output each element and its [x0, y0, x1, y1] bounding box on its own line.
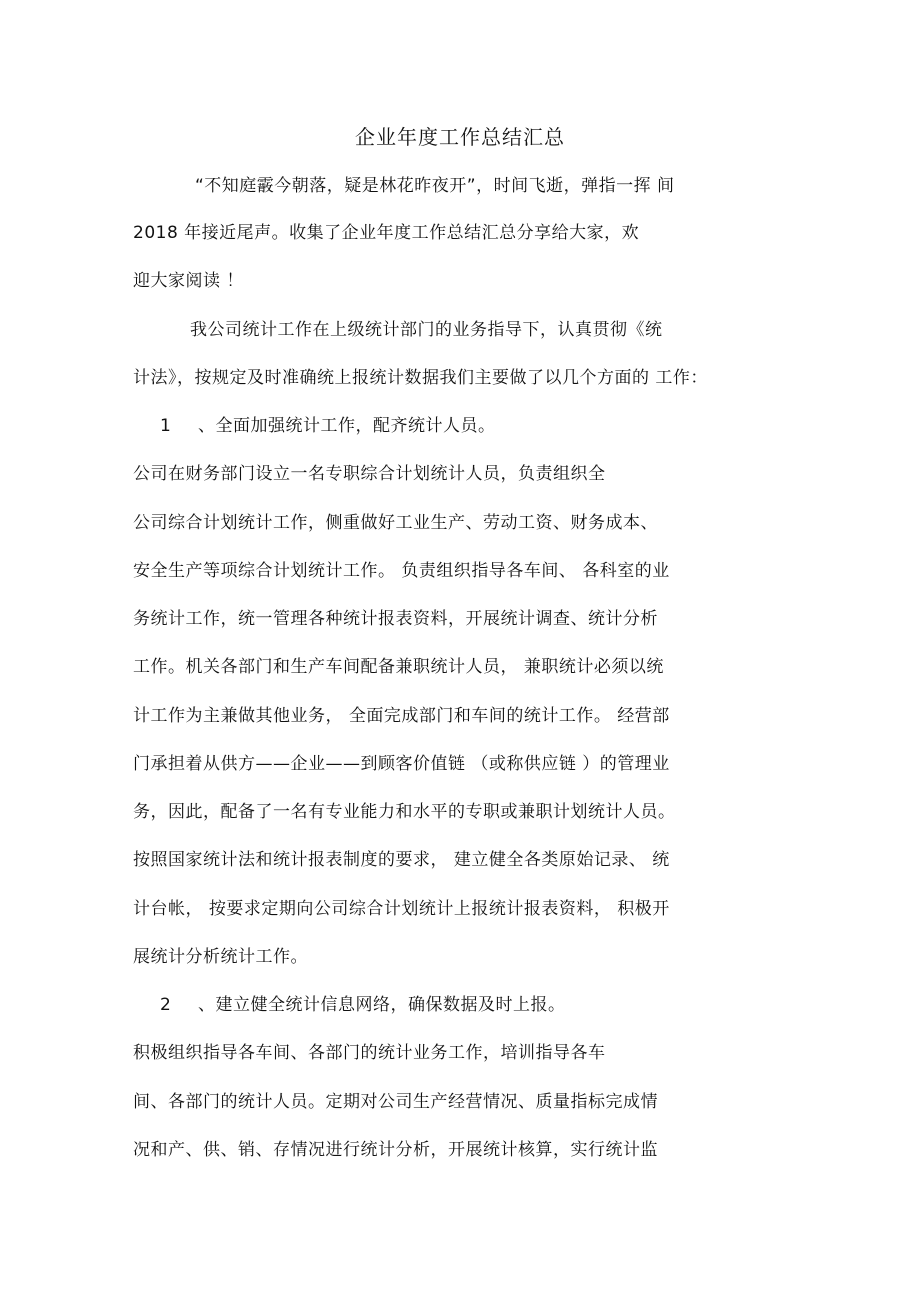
paragraph-line: 公司综合计划统计工作，侧重做好工业生产、劳动工资、财务成本、 — [133, 513, 658, 533]
paragraph-line: 计台帐， 按要求定期向公司综合计划统计上报统计报表资料， 积极开 — [133, 899, 670, 919]
paragraph-line: “不知庭霰今朝落，疑是林花昨夜开”，时间飞逝，弹指一挥 间 — [195, 176, 675, 196]
paragraph-line: 展统计分析统计工作。 — [133, 947, 308, 967]
paragraph-line: 计法》，按规定及时准确统上报统计数据我们主要做了以几个方面的 工作： — [133, 368, 708, 388]
paragraph-line: 务，因此，配备了一名有专业能力和水平的专职或兼职计划统计人员。 — [133, 802, 676, 822]
paragraph-line: 积极组织指导各车间、各部门的统计业务工作，培训指导各车 — [133, 1043, 606, 1063]
section-heading-1 — [160, 415, 496, 437]
item-number: 2 — [160, 995, 172, 1015]
section-heading-text: 、全面加强统计工作，配齐统计人员。 — [198, 416, 496, 436]
paragraph-line: 安全生产等项综合计划统计工作。 负责组织指导各车间、 各科室的业 — [133, 561, 670, 581]
paragraph-line: 门承担着从供方——企业——到顾客价值链 （或称供应链 ）的管理业 — [133, 754, 670, 774]
paragraph-line: 工作。机关各部门和生产车间配备兼职统计人员， 兼职统计必须以统 — [133, 657, 664, 677]
paragraph-line: 计工作为主兼做其他业务， 全面完成部门和车间的统计工作。 经营部 — [133, 706, 670, 726]
section-heading-2 — [160, 994, 566, 1016]
paragraph-line: 务统计工作，统一管理各种统计报表资料，开展统计调查、统计分析 — [133, 609, 658, 629]
section-heading-text: 、建立健全统计信息网络，确保数据及时上报。 — [198, 995, 566, 1015]
paragraph-line: 况和产、供、销、存情况进行统计分析，开展统计核算，实行统计监 — [133, 1140, 658, 1160]
item-number: 1 — [160, 416, 172, 436]
paragraph-line: 间、各部门的统计人员。定期对公司生产经营情况、质量指标完成情 — [133, 1092, 658, 1112]
paragraph-line: 迎大家阅读 ！ — [133, 271, 244, 291]
paragraph-line: 我公司统计工作在上级统计部门的业务指导下，认真贯彻《统 — [190, 320, 663, 340]
paragraph-line: 公司在财务部门设立一名专职综合计划统计人员，负责组织全 — [133, 464, 606, 484]
document-title: 企业年度工作总结汇总 — [355, 125, 565, 149]
paragraph-line: 2018 年接近尾声。收集了企业年度工作总结汇总分享给大家，欢 — [133, 223, 640, 243]
paragraph-line: 按照国家统计法和统计报表制度的要求， 建立健全各类原始记录、 统 — [133, 850, 670, 870]
